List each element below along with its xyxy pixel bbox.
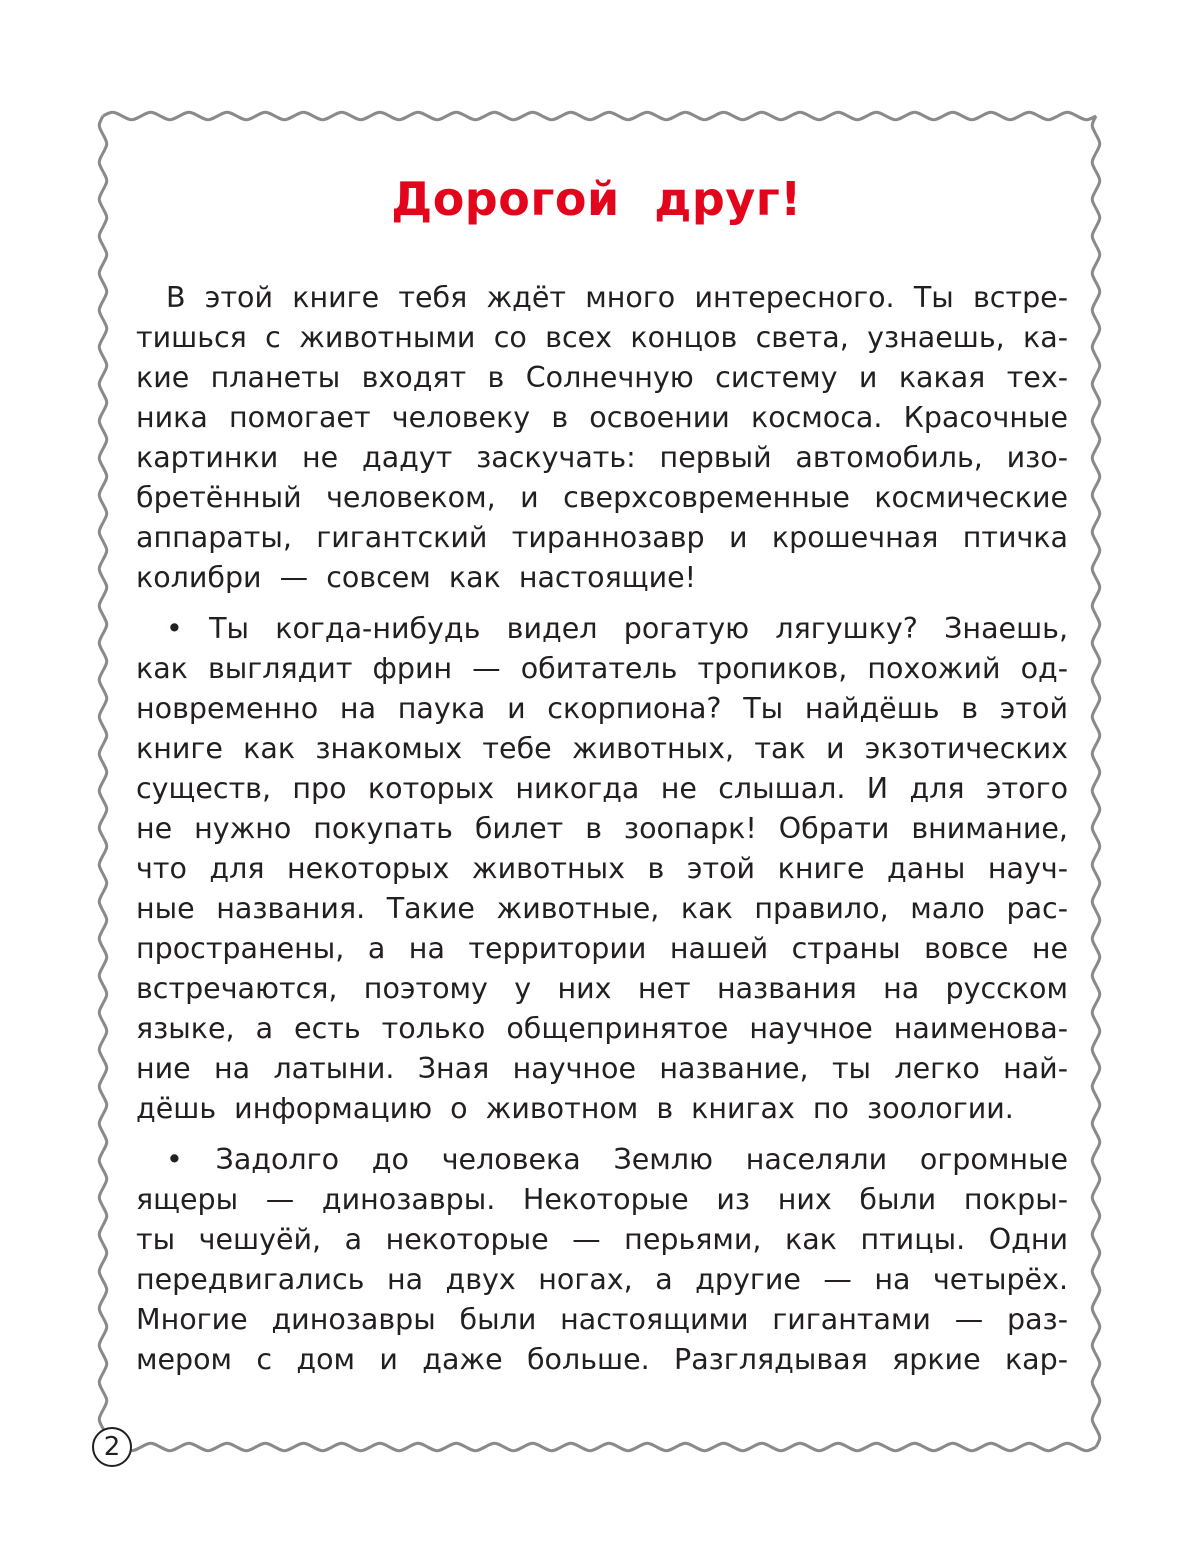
paragraph bbox=[136, 278, 1068, 598]
border-bottom bbox=[103, 1443, 1096, 1451]
text-line: существ, про которых никогда не слышал. И для этого bbox=[136, 772, 1068, 805]
text-line: • Ты когда-нибудь видел рогатую лягушку? Знаешь, bbox=[166, 612, 1068, 645]
text-line: • Задолго до человека Землю населяли огромные bbox=[166, 1143, 1068, 1176]
paragraph bbox=[136, 609, 1068, 1129]
text-line: дёшь информацию о животном в книгах по зоологии. bbox=[136, 1092, 1014, 1125]
border-top bbox=[103, 112, 1096, 120]
page-title: Дорогой друг! bbox=[391, 172, 802, 226]
text-line: ника помогает человеку в освоении космоса. Красочные bbox=[136, 401, 1068, 434]
border-right bbox=[1092, 116, 1100, 1447]
text-line: колибри — совсем как настоящие! bbox=[136, 561, 697, 594]
text-line: встречаются, поэтому у них нет названия на русском bbox=[136, 972, 1068, 1005]
text-line: ящеры — динозавры. Некоторые из них были покры- bbox=[136, 1183, 1068, 1216]
text-line: передвигались на двух ногах, а другие — на четырёх. bbox=[136, 1263, 1068, 1296]
text-line: не нужно покупать билет в зоопарк! Обрати внимание, bbox=[136, 812, 1068, 845]
text-line: Многие динозавры были настоящими гигантами — раз- bbox=[136, 1303, 1068, 1336]
text-line: как выглядит фрин — обитатель тропиков, похожий од- bbox=[136, 652, 1068, 685]
text-line: тишься с животными со всех концов света, узнаешь, ка- bbox=[136, 321, 1068, 354]
paragraph bbox=[136, 1140, 1068, 1380]
text-line: ные названия. Такие животные, как правило, мало рас- bbox=[136, 892, 1068, 925]
text-line: ты чешуёй, а некоторые — перьями, как птицы. Одни bbox=[136, 1223, 1068, 1256]
text-line: новременно на паука и скорпиона? Ты найдёшь в этой bbox=[136, 692, 1068, 725]
text-line: что для некоторых животных в этой книге даны науч- bbox=[136, 852, 1068, 885]
text-line: В этой книге тебя ждёт много интересного. Ты встре- bbox=[166, 281, 1068, 314]
body-text bbox=[136, 278, 1068, 1391]
text-line: языке, а есть только общепринятое научное наименова- bbox=[136, 1012, 1068, 1045]
page-number: 2 bbox=[92, 1427, 132, 1467]
text-line: бретённый человеком, и сверхсовременные космические bbox=[136, 481, 1068, 514]
text-line: пространены, а на территории нашей страны вовсе не bbox=[136, 932, 1068, 965]
text-line: книге как знакомых тебе животных, так и экзотических bbox=[136, 732, 1068, 765]
text-line: мером с дом и даже больше. Разглядывая яркие кар- bbox=[136, 1343, 1068, 1376]
text-line: картинки не дадут заскучать: первый автомобиль, изо- bbox=[136, 441, 1068, 474]
border-left bbox=[99, 116, 107, 1447]
text-line: кие планеты входят в Солнечную систему и какая тех- bbox=[136, 361, 1068, 394]
text-line: аппараты, гигантский тираннозавр и крошечная птичка bbox=[136, 521, 1068, 554]
text-line: ние на латыни. Зная научное название, ты легко най- bbox=[136, 1052, 1068, 1085]
